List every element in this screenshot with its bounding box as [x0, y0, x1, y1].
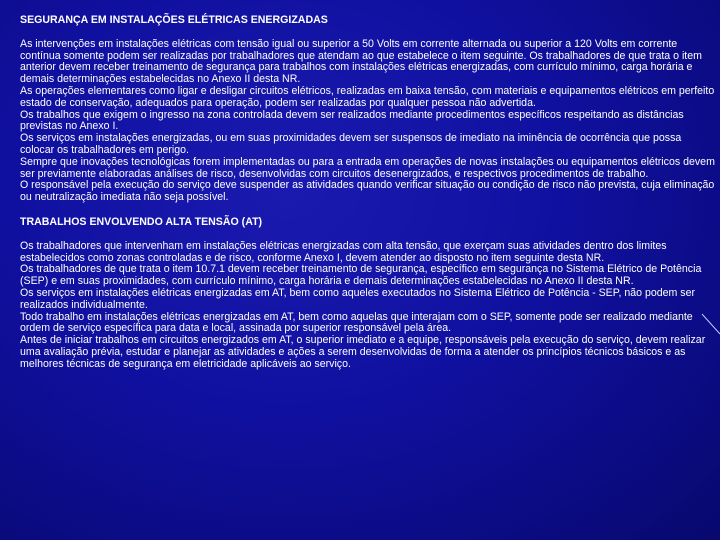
paragraph: Os trabalhos que exigem o ingresso na zona controlada devem ser realizados mediante procedimentos específicos respeitando as distâncias previstas no Anexo I. — [20, 108, 684, 133]
decorative-line-icon — [700, 312, 720, 338]
section-body — [20, 39, 718, 204]
paragraph: O responsável pela execução do serviço deve suspender as atividades quando verificar situação ou condição de risco não prevista, cuja eliminação ou neutralização imediata não seja possível. — [20, 179, 715, 204]
paragraph: Os trabalhadores de que trata o item 10.7.1 devem receber treinamento de segurança, específico em segurança no Sistema Elétrico de Potência (SEP) e em suas proximidades, com currículo mínimo, carga horária e demais determinações estabelecidas no Anexo II desta NR. — [20, 263, 702, 288]
section-title: TRABALHOS ENVOLVENDO ALTA TENSÃO (AT) — [20, 215, 263, 228]
paragraph: Sempre que inovações tecnológicas forem implementadas ou para a entrada em operações de novas instalações ou equipamentos elétricos devem ser previamente elaboradas análises de risco, desenvolvidas com circuitos desenergizados, e respectivos procedimentos de trabalho. — [20, 155, 715, 180]
paragraph: As operações elementares como ligar e desligar circuitos elétricos, realizadas em baixa tensão, com materiais e equipamentos elétricos em perfeito estado de conservação, adequados para operação, podem ser realizadas por qualquer pessoa não advertida. — [20, 84, 715, 109]
section-energized — [20, 15, 718, 204]
paragraph: Antes de iniciar trabalhos em circuitos energizados em AT, o superior imediato e a equipe, responsáveis pela execução do serviço, devem realizar uma avaliação prévia, estudar e planejar as atividades e ações a serem desenvolvidas de forma a atender os princípios técnicos básicos e as melhores técnicas de segurança em eletricidade aplicáveis ao serviço. — [20, 334, 706, 370]
paragraph: Todo trabalho em instalações elétricas energizadas em AT, bem como aquelas que interajam com o SEP, somente pode ser realizado mediante ordem de serviço específica para data e local, assinada por superior responsável pela área. — [20, 310, 693, 335]
paragraph: As intervenções em instalações elétricas com tensão igual ou superior a 50 Volts em corrente alternada ou superior a 120 Volts em corrente contínua somente podem ser realizadas por trabalhadores que atendam ao que estabelece o item seguinte. Os trabalhadores de que trata o item anterior devem receber treinamento de segurança para trabalhos com instalações elétricas energizadas, com currículo mínimo, carga horária e demais determinações estabelecidas no Anexo II desta NR. — [20, 37, 702, 86]
paragraph: Os trabalhadores que intervenham em instalações elétricas energizadas com alta tensão, que exerçam suas atividades dentro dos limites estabelecidos como zonas controladas e de risco, conforme Anexo I, devem atender ao disposto no item seguinte desta NR. — [20, 239, 667, 264]
paragraph: Os serviços em instalações energizadas, ou em suas proximidades devem ser suspensos de imediato na iminência de ocorrência que possa colocar os trabalhadores em perigo. — [20, 132, 682, 156]
section-title: SEGURANÇA EM INSTALAÇÕES ELÉTRICAS ENERGIZADAS — [20, 14, 328, 26]
section-body — [20, 241, 718, 371]
slide-content — [20, 15, 718, 371]
paragraph: Os serviços em instalações elétricas energizadas em AT, bem como aqueles executados no Sistema Elétrico de Potência - SEP, não podem ser realizados individualmente. — [20, 286, 696, 311]
section-high-voltage — [20, 217, 718, 371]
